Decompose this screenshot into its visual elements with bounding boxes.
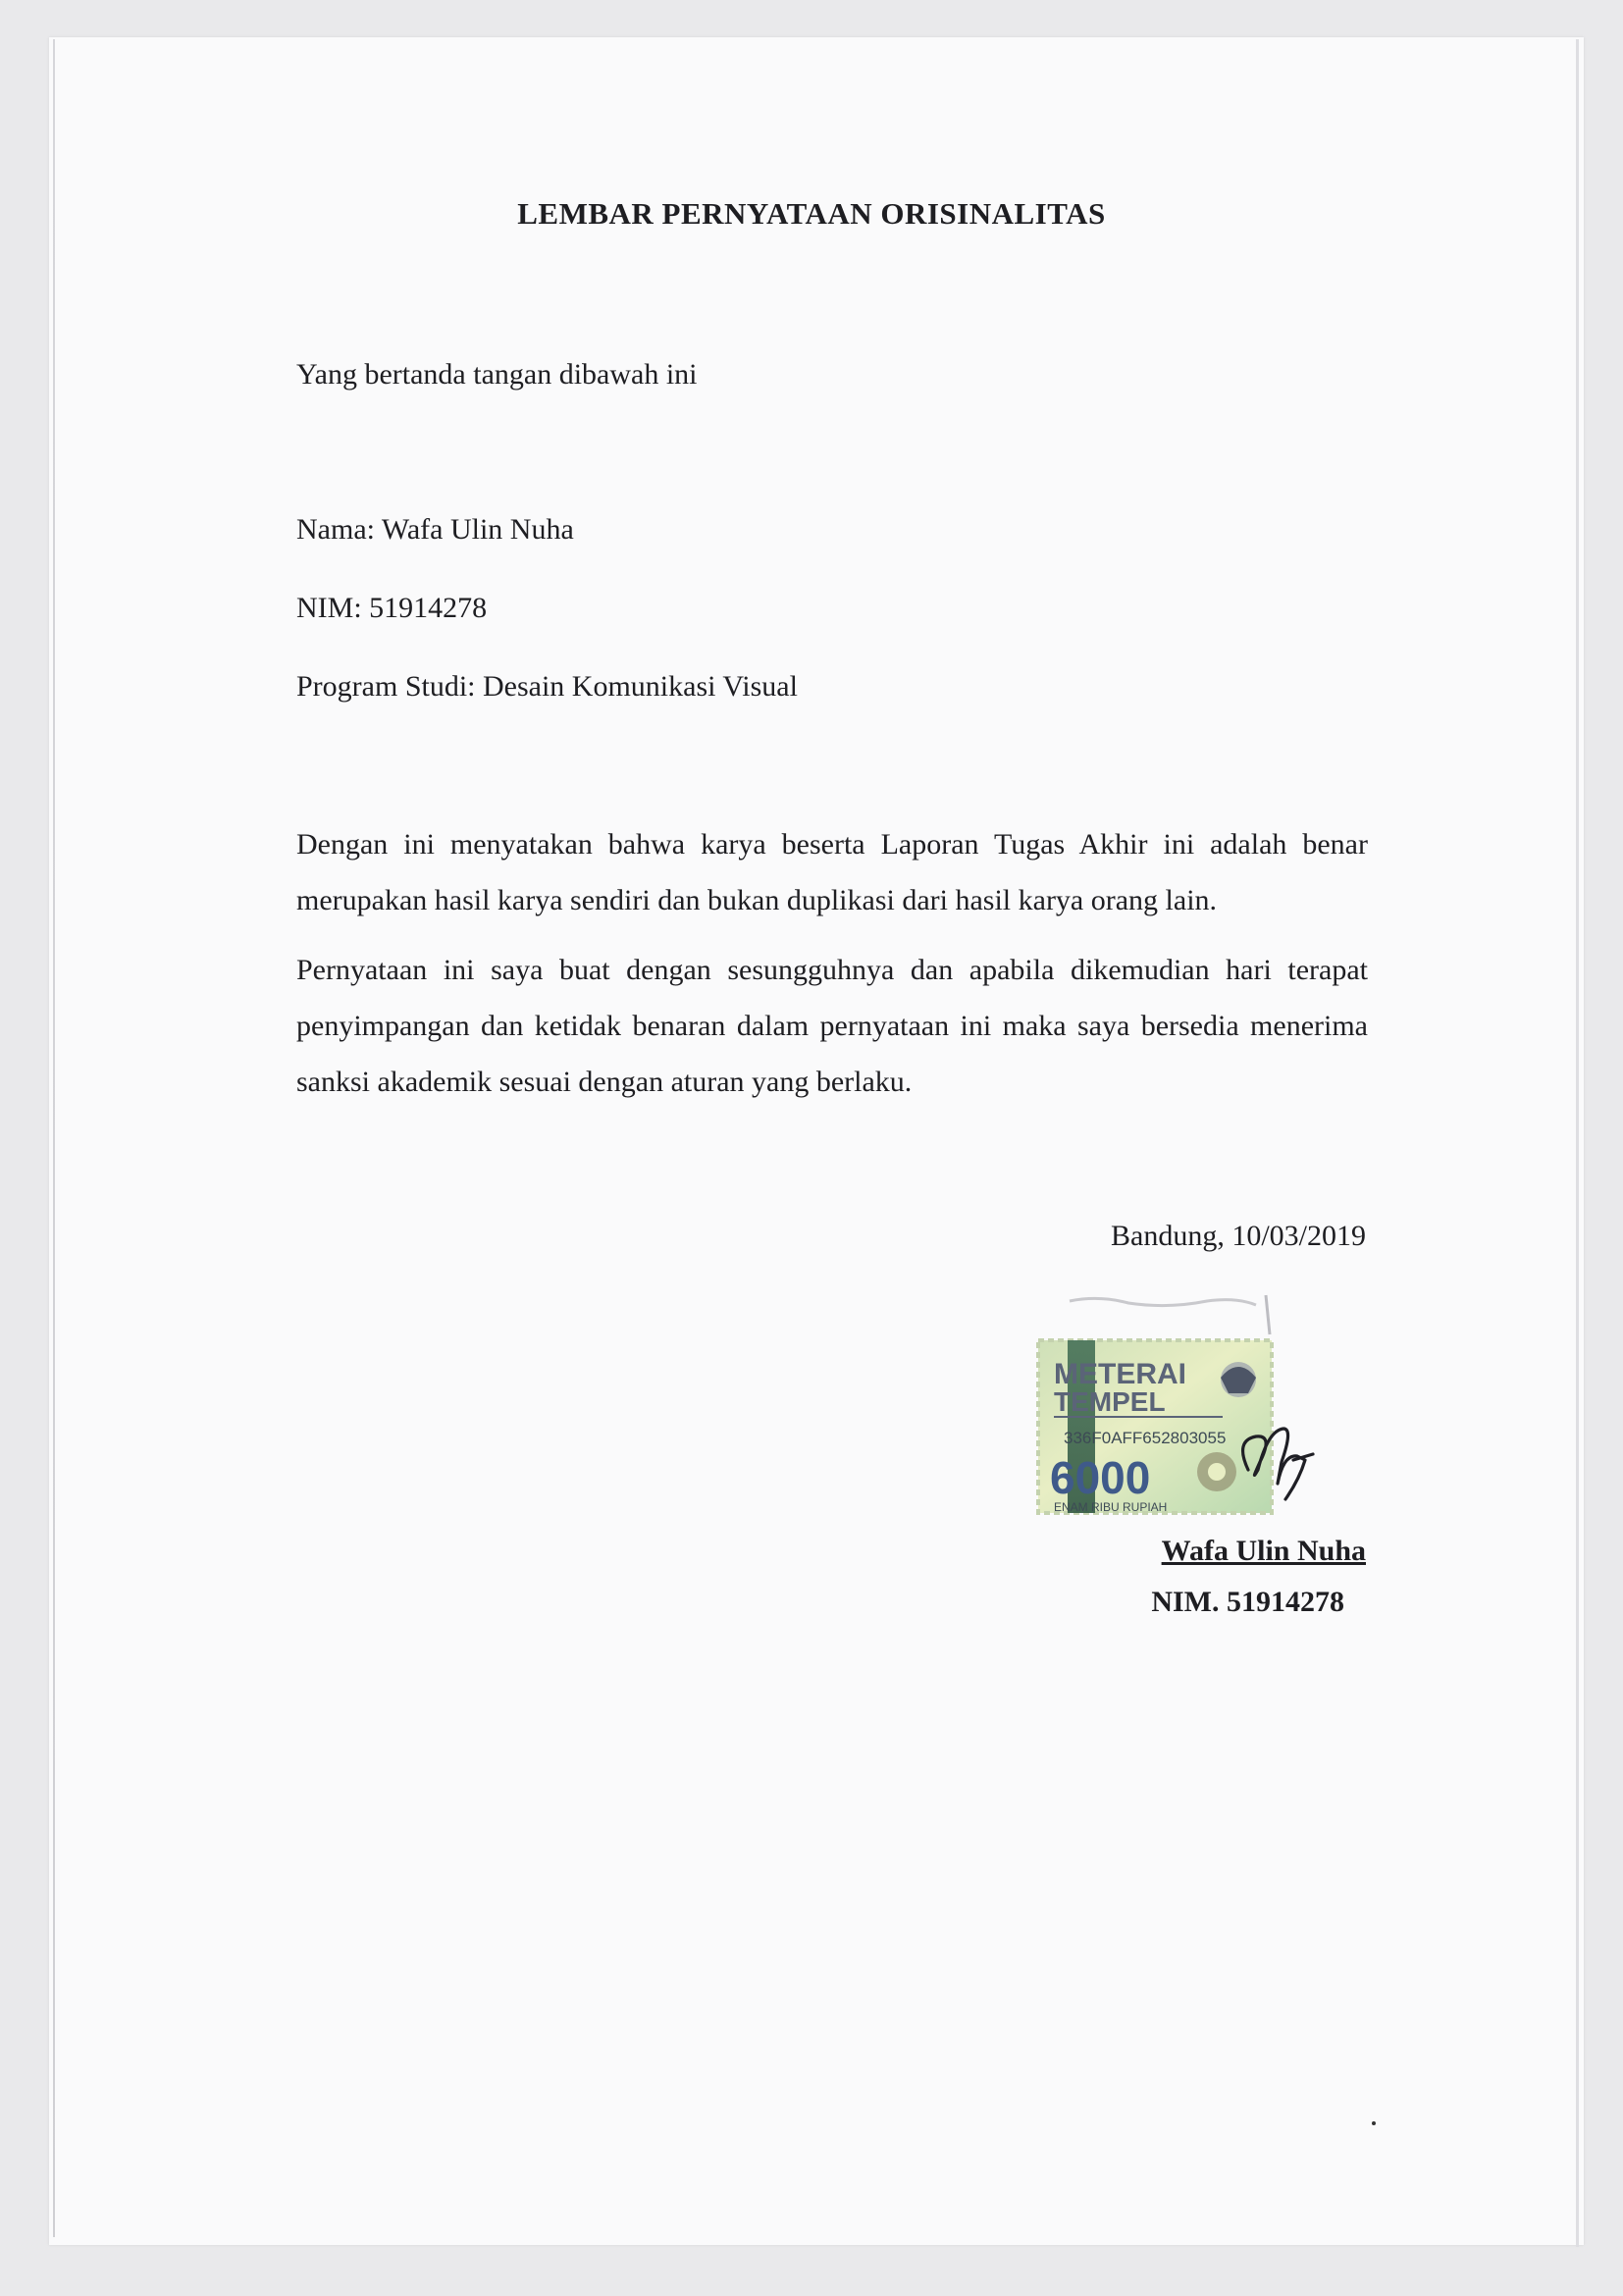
stamp-line2: TEMPEL	[1054, 1386, 1166, 1417]
statement-paragraph-1: Dengan ini menyatakan bahwa karya beserta Laporan Tugas Akhir ini adalah benar merupakan hasil karya sendiri dan bukan duplikasi dari hasil karya orang lain.	[296, 828, 1368, 916]
document-title: LEMBAR PERNYATAAN ORISINALITAS	[517, 196, 1106, 231]
field-name: Nama: Wafa Ulin Nuha	[296, 513, 574, 546]
ornament-icon	[1197, 1452, 1236, 1491]
stamp-signature-area	[1021, 1283, 1335, 1539]
scan-edge-right	[1576, 39, 1579, 2247]
document-page	[49, 37, 1584, 2245]
stamp-value-text: ENAM RIBU RUPIAH	[1054, 1500, 1168, 1514]
scan-edge-left	[53, 39, 55, 2237]
signatory-nim: NIM. 51914278	[1151, 1586, 1344, 1618]
field-program: Program Studi: Desain Komunikasi Visual	[296, 670, 798, 703]
field-nim: NIM: 51914278	[296, 592, 488, 624]
stamp-serial: 336F0AFF652803055	[1064, 1429, 1227, 1447]
intro-text: Yang bertanda tangan dibawah ini	[296, 358, 698, 391]
signatory-name: Wafa Ulin Nuha	[1161, 1535, 1366, 1567]
stamp-line1: METERAI	[1054, 1358, 1186, 1390]
garuda-emblem-icon	[1221, 1362, 1256, 1397]
scan-speck	[1372, 2121, 1376, 2125]
stamp-value: 6000	[1050, 1452, 1151, 1503]
place-date: Bandung, 10/03/2019	[1111, 1220, 1366, 1252]
revenue-stamp	[1021, 1283, 1335, 1539]
statement-paragraph-2: Pernyataan ini saya buat dengan sesungguhnya dan apabila dikemudian hari terapat penyimpangan dan ketidak benaran dalam pernyataan ini maka saya bersedia menerima sanksi akademik sesuai dengan aturan yang berlaku.	[296, 954, 1368, 1098]
